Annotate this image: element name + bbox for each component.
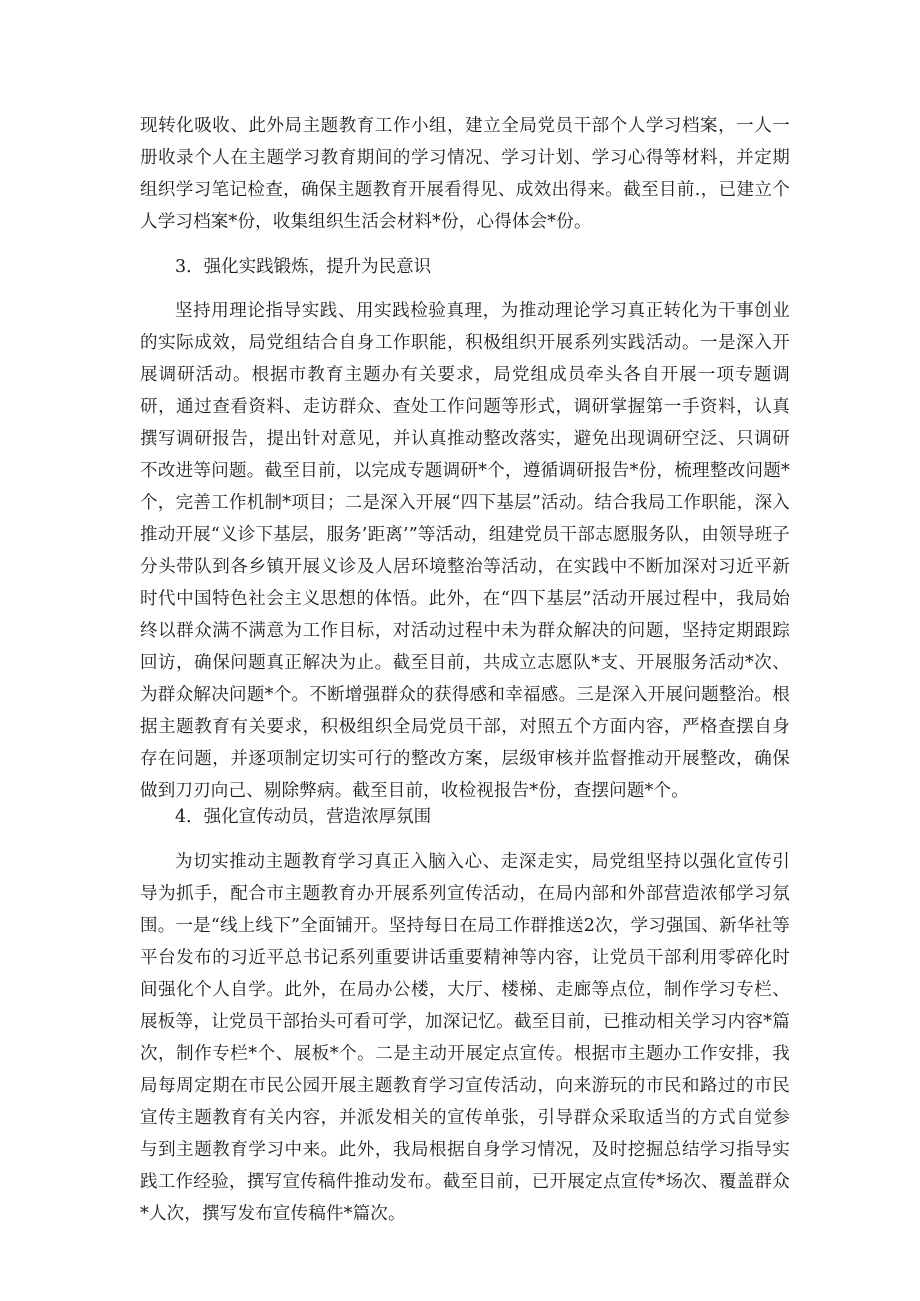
paragraph-learning-archive: 现转化吸收、此外局主题教育工作小组，建立全局党员干部个人学习档案，一人一册收录个人在主题学习教育期间的学习情况、学习计划、学习心得等材料，并定期组织学习笔记检查，确保主题教育开展看得见、成效出得来。截至目前.，已建立个人学习档案*份，收集组织生活会材料*份，心得体会*份。 [140, 116, 790, 232]
section-heading-3: 3．强化实践锻炼，提升为民意识 [175, 257, 432, 277]
paragraph-practice-activities: 坚持用理论指导实践、用实践检验真理，为推动理论学习真正转化为干事创业的实际成效，局党组结合自身工作职能，积极组织开展系列实践活动。一是深入开展调研活动。根据市教育主题办有关要求，局党组成员牵头各自开展一项专题调研，通过查看资料、走访群众、查处工作问题等形式，调研掌握第一手资料，认真撰写调研报告，提出针对意见，并认真推动整改落实，避免出现调研空泛、只调研不改进等问题。截至目前，以完成专题调研*个，遵循调研报告*份，梳理整改问题*个，完善工作机制*项目；二是深入开展“四下基层”活动。结合我局工作职能，深入推动开展“义诊下基层，服务’距离’”等活动，组建党员干部志愿服务队，由领导班子分头带队到各乡镇开展义诊及人居环境整治等活动，在实践中不断加深对习近平新时代中国特色社会主义思想的体悟。此外，在“四下基层”活动开展过程中，我局始终以群众满不满意为工作目标，对活动过程中未为群众解决的问题，坚持定期跟踪回访，确保问题真正解决为止。截至目前，共成立志愿队*支、开展服务活动*次、为群众解决问题*个。不断增强群众的获得感和幸福感。三是深入开展问题整治。根据主题教育有关要求，积极组织全局党员干部，对照五个方面内容，严格查摆自身存在问题，并逐项制定切实可行的整改方案，层级审核并监督推动开展整改，确保做到刀刃向己、剔除弊病。截至目前，收检视报告*份，查摆问题*个。 [140, 301, 790, 801]
paragraph-publicity-campaign: 为切实推动主题教育学习真正入脑入心、走深走实，局党组坚持以强化宣传引导为抓手，配合市主题教育办开展系列宣传活动，在局内部和外部营造浓郁学习氛围。一是“线上线下”全面铺开。坚持每日在局工作群推送2次，学习强国、新华社等平台发布的习近平总书记系列重要讲话重要精神等内容，让党员干部利用零碎化时间强化个人自学。此外，在局办公楼，大厅、楼梯、走廊等点位，制作学习专栏、展板等，让党员干部抬头可看可学，加深记忆。截至目前，已推动相关学习内容*篇次，制作专栏*个、展板*个。二是主动开展定点宣传。根据市主题办工作安排，我局每周定期在市民公园开展主题教育学习宣传活动，向来游玩的市民和路过的市民宣传主题教育有关内容，并派发相关的宣传单张，引导群众采取适当的方式自觉参与到主题教育学习中来。此外，我局根据自身学习情况，及时挖掘总结学习指导实践工作经验，撰写宣传稿件推动发布。截至目前，已开展定点宣传*场次、覆盖群众*人次，撰写发布宣传稿件*篇次。 [140, 852, 790, 1224]
section-heading-4: 4．强化宣传动员，营造浓厚氛围 [175, 807, 432, 827]
